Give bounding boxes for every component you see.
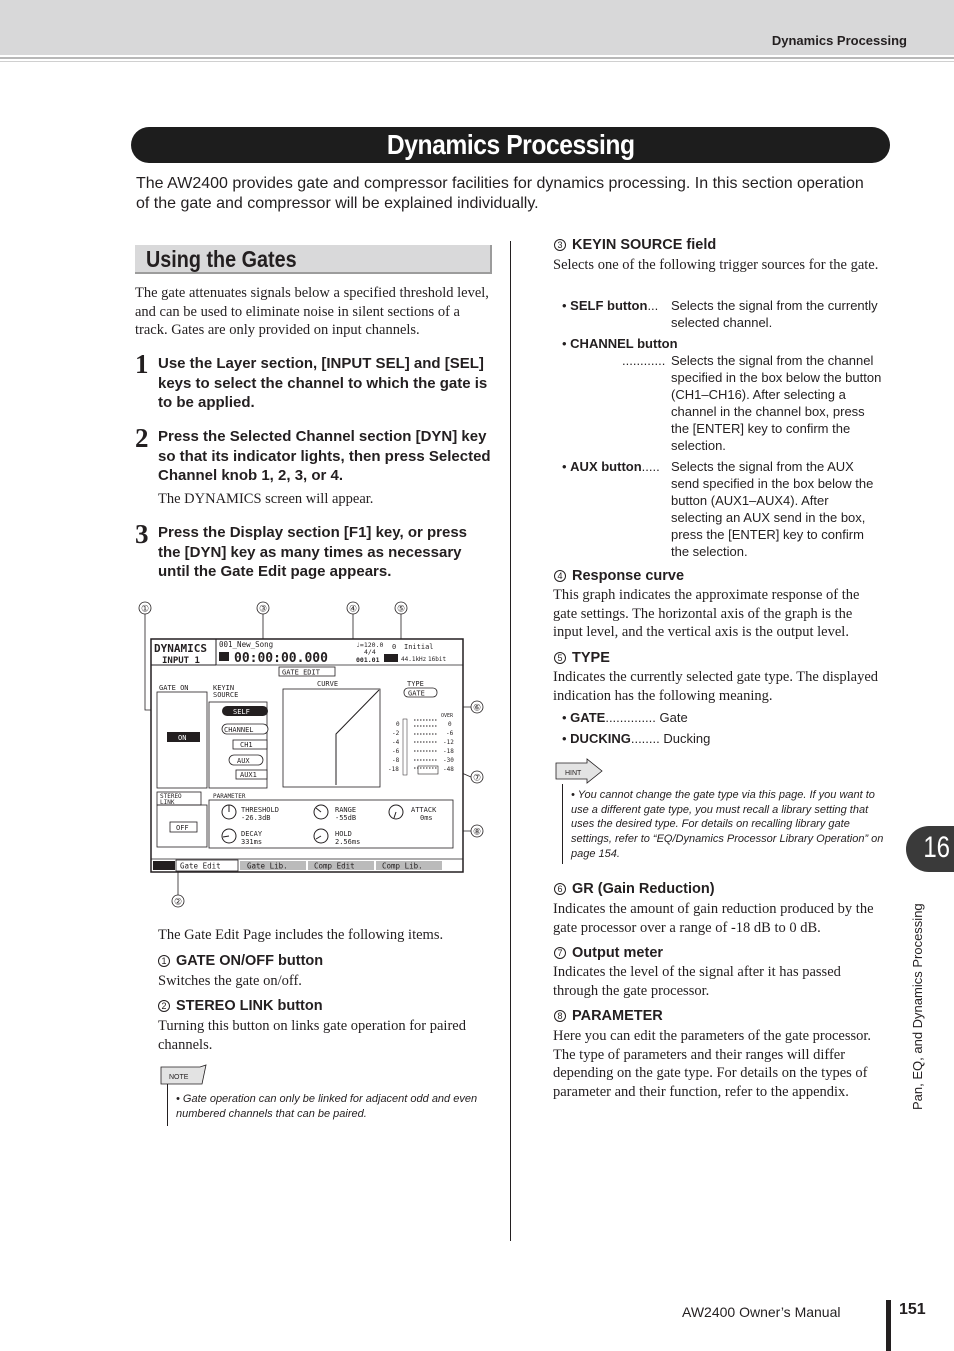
- callout-8: [471, 825, 483, 837]
- bullet-label: • AUX button.....: [562, 459, 660, 474]
- step-number: 1: [135, 349, 149, 379]
- items-intro: The Gate Edit Page includes the following items.: [158, 927, 444, 943]
- item-text: Selects one of the following trigger sources for the gate.: [553, 257, 879, 273]
- lcd-hold-label: HOLD: [335, 830, 352, 838]
- column-divider: [510, 241, 511, 1241]
- item-number: 4: [554, 570, 566, 582]
- note-rule: [167, 1084, 168, 1126]
- item-title: TYPE: [572, 650, 610, 666]
- lcd-rate: 44.1kHz: [401, 656, 427, 663]
- lcd-tab: Comp Lib.: [382, 861, 423, 871]
- lcd-decay-label: DECAY: [241, 830, 263, 838]
- lcd-song: 001_New_Song: [219, 640, 274, 649]
- header-rule-thin: [0, 61, 954, 62]
- lcd-tab: Gate Lib.: [247, 861, 288, 871]
- lcd-on-button: ON: [178, 734, 187, 742]
- lcd-range-label: RANGE: [335, 806, 357, 814]
- section-heading-box: [135, 245, 492, 274]
- lcd-curve-label: CURVE: [317, 680, 339, 688]
- callout-7: [471, 771, 483, 783]
- item-text: Indicates the level of the signal after it has passed through the gate processor.: [553, 964, 841, 999]
- lcd-hold-value: 2.56ms: [335, 838, 361, 846]
- item-heading: [554, 944, 663, 962]
- item-text: Indicates the currently selected gate type. The displayed indication has the following meaning.: [553, 669, 879, 704]
- chapter-number: 16: [923, 831, 951, 864]
- bullet-label: • SELF button...: [562, 298, 659, 313]
- lcd-parameter-label: PARAMETER: [213, 793, 246, 800]
- callout-2: [172, 895, 184, 907]
- out-scale-mark: -18: [443, 748, 454, 755]
- item-text: Here you can edit the parameters of the gate processor. The type of parameters and their ranges will differ depending on the gate type. For details on the types of parameter and their function, refer to the appendix.: [553, 1028, 872, 1100]
- gr-scale-mark: -18: [388, 766, 399, 773]
- lcd-link-label: LINK: [160, 799, 175, 806]
- lcd-range-value: -55dB: [335, 814, 357, 822]
- item-number: 6: [554, 883, 566, 895]
- item-number: 2: [158, 1000, 170, 1012]
- lcd-bar: 001.01: [356, 656, 380, 664]
- bullet-label: • CHANNEL button: [562, 336, 678, 351]
- hint-body: You cannot change the gate type via this page. If you want to use a different gate type, you must recall a library setting that uses the desired type. For details on recalling library gate settings, refer to “EQ/Dynamics Processor Library Operation” on page 154.: [571, 789, 884, 860]
- bullet-desc: Selects the signal from the currently selected channel.: [671, 298, 878, 330]
- bullet-desc: Selects the signal from the channel specified in the box below the button (CH1–CH16). After selecting a channel in the channel box, press the [ENTER] key to confirm the selection.: [671, 353, 882, 453]
- gr-scale-mark: -6: [392, 748, 400, 755]
- item-heading: [554, 649, 610, 667]
- note-icon-label: NOTE: [169, 1074, 189, 1081]
- callout-label: ⑦: [472, 772, 482, 783]
- lcd-type-button: GATE: [408, 689, 425, 698]
- item-text: Turning this button on links gate operation for paired channels.: [158, 1018, 466, 1053]
- item-number: 8: [554, 1010, 566, 1022]
- gate-edit-screen-figure: [130, 596, 490, 912]
- item-title: Response curve: [572, 568, 685, 584]
- lcd-subtitle: INPUT 1: [162, 656, 200, 666]
- item-number: 5: [554, 652, 566, 664]
- callout-3: [257, 602, 269, 614]
- lcd-tab: Comp Edit: [314, 861, 355, 871]
- note-text: • Gate operation can only be linked for adjacent odd and even numbered channels that can be paired.: [176, 1093, 478, 1120]
- callout-label: ⑥: [472, 702, 482, 713]
- page-number: 151: [899, 1301, 926, 1318]
- item-heading: [158, 997, 323, 1015]
- lcd-scene-num: 0: [392, 643, 397, 651]
- out-scale-mark: -48: [443, 766, 454, 773]
- item-title: GR (Gain Reduction): [572, 881, 715, 897]
- callout-label: ③: [258, 603, 268, 614]
- out-scale-mark: 0: [448, 721, 452, 728]
- bullet-label: • DUCKING........ Ducking: [562, 731, 711, 746]
- step-text: Press the Selected Channel section [DYN] key so that its indicator lights, then press Selected Channel knob 1, 2, 3, or 4.: [158, 428, 491, 484]
- title-banner: [131, 127, 890, 163]
- item-heading: [554, 236, 716, 254]
- footer-manual-title: AW2400 Owner’s Manual: [682, 1304, 841, 1320]
- lcd-aux-button: AUX: [237, 757, 250, 765]
- item-number: 7: [554, 947, 566, 959]
- lcd-scene-name: Initial: [404, 643, 434, 651]
- gr-scale-mark: -2: [392, 730, 400, 737]
- lcd-attack-value: 0ms: [420, 814, 433, 822]
- bullet-desc: Selects the signal from the AUX send specified in the box below the button (AUX1–AUX4). After selecting an AUX send in the box, press the [ENTER] key to confirm the selection.: [671, 459, 874, 559]
- item-text: Switches the gate on/off.: [158, 973, 302, 989]
- section-lead: The gate attenuates signals below a specified threshold level, and can be used to eliminate noise in silent sections of a track. Gates are only provided on input channels.: [135, 285, 489, 338]
- lcd-attack-label: ATTACK: [411, 806, 437, 814]
- item-text: Indicates the amount of gain reduction produced by the gate processor over a range of -18 dB to 0 dB.: [553, 901, 874, 936]
- lcd-tempo: ♩=120.0: [356, 641, 384, 649]
- item-title: PARAMETER: [572, 1008, 663, 1024]
- lcd-time: 00:00:00.000: [234, 651, 328, 666]
- item-text: This graph indicates the approximate response of the gate settings. The horizontal axis of the graph is the input level, and the vertical axis is the output level.: [553, 587, 860, 640]
- lcd-ch-box: CH1: [240, 741, 253, 749]
- intro-paragraph: The AW2400 provides gate and compressor facilities for dynamics processing. In this section operation of the gate and compressor will be explained individually.: [136, 175, 864, 212]
- step-result: The DYNAMICS screen will appear.: [158, 491, 374, 507]
- lcd-channel-button: CHANNEL: [224, 726, 254, 734]
- hint-rule: [562, 784, 563, 864]
- item-title: Output meter: [572, 945, 664, 961]
- running-head: Dynamics Processing: [771, 33, 907, 48]
- item-heading: [554, 1007, 663, 1025]
- gr-scale-mark: 0: [396, 721, 400, 728]
- hint-icon: [555, 758, 605, 786]
- chapter-side-title: Pan, EQ, and Dynamics Processing: [910, 903, 925, 1110]
- out-scale-mark: -12: [443, 739, 454, 746]
- item-heading: [158, 952, 323, 970]
- gr-scale-mark: -8: [392, 757, 400, 764]
- lcd-keyin-label: KEYIN: [213, 684, 235, 692]
- step-number: 3: [135, 519, 149, 549]
- step-text: Use the Layer section, [INPUT SEL] and [SEL] keys to select the channel to which the gate is to be applied.: [158, 355, 488, 411]
- lcd-stereo-label: STEREO: [160, 793, 182, 800]
- note-body: Gate operation can only be linked for adjacent odd and even numbered channels that can be paired.: [176, 1093, 478, 1120]
- item-title: STEREO LINK button: [176, 998, 323, 1014]
- lcd-bits: 16bit: [428, 656, 447, 663]
- hint-icon-label: HINT: [565, 770, 582, 777]
- out-scale-mark: -30: [443, 757, 454, 764]
- lcd-over-label: OVER: [441, 713, 454, 719]
- callout-label: ⑧: [472, 826, 482, 837]
- callout-label: ⑤: [396, 603, 406, 614]
- item-title: KEYIN SOURCE field: [572, 237, 717, 253]
- lcd-page-label: GATE EDIT: [282, 668, 320, 677]
- item-heading: [554, 880, 715, 898]
- callout-5: [395, 602, 407, 614]
- lcd-off-button: OFF: [176, 824, 189, 832]
- lcd-self-button: SELF: [233, 708, 250, 716]
- lcd-threshold-value: -26.3dB: [241, 814, 271, 822]
- callout-label: ②: [173, 896, 183, 907]
- item-heading: [554, 567, 684, 585]
- step-text: Press the Display section [F1] key, or press the [DYN] key as many times as necessary until the Gate Edit page appears.: [158, 524, 468, 580]
- item-title: GATE ON/OFF button: [176, 953, 324, 969]
- item-number: 3: [554, 239, 566, 251]
- bullet-dots: ............: [622, 353, 666, 368]
- lcd-decay-value: 331ms: [241, 838, 263, 846]
- page-title: Dynamics Processing: [386, 129, 635, 160]
- lcd-title: DYNAMICS: [154, 642, 207, 655]
- out-scale-mark: -6: [446, 730, 454, 737]
- callout-6: [471, 701, 483, 713]
- step-number: 2: [135, 423, 149, 453]
- hint-text: • You cannot change the gate type via this page. If you want to use a different gate type, you must recall a library setting that uses the desired type. For details on recalling library gate settings, refer to “EQ/Dynamics Processor Library Operation” on page 154.: [571, 789, 884, 860]
- callout-4: [347, 602, 359, 614]
- gr-scale-mark: -4: [392, 739, 400, 746]
- lcd-keyin-label2: SOURCE: [213, 691, 239, 699]
- callout-label: ①: [140, 603, 150, 614]
- callout-1: [139, 602, 151, 614]
- footer-rule: [886, 1300, 891, 1351]
- callout-label: ④: [348, 603, 358, 614]
- lcd-meter: 4/4: [364, 648, 376, 656]
- lcd-tab: Gate Edit: [180, 861, 221, 871]
- item-number: 1: [158, 955, 170, 967]
- header-rule: [0, 57, 954, 59]
- lcd-type-label: TYPE: [407, 680, 424, 688]
- section-title: Using the Gates: [146, 246, 297, 272]
- chapter-tab: [906, 826, 954, 872]
- lcd-gate-on-label: GATE ON: [159, 684, 189, 692]
- lcd-aux-box: AUX1: [240, 771, 257, 779]
- lcd-threshold-label: THRESHOLD: [241, 806, 279, 814]
- bullet-label: • GATE.............. Gate: [562, 710, 688, 725]
